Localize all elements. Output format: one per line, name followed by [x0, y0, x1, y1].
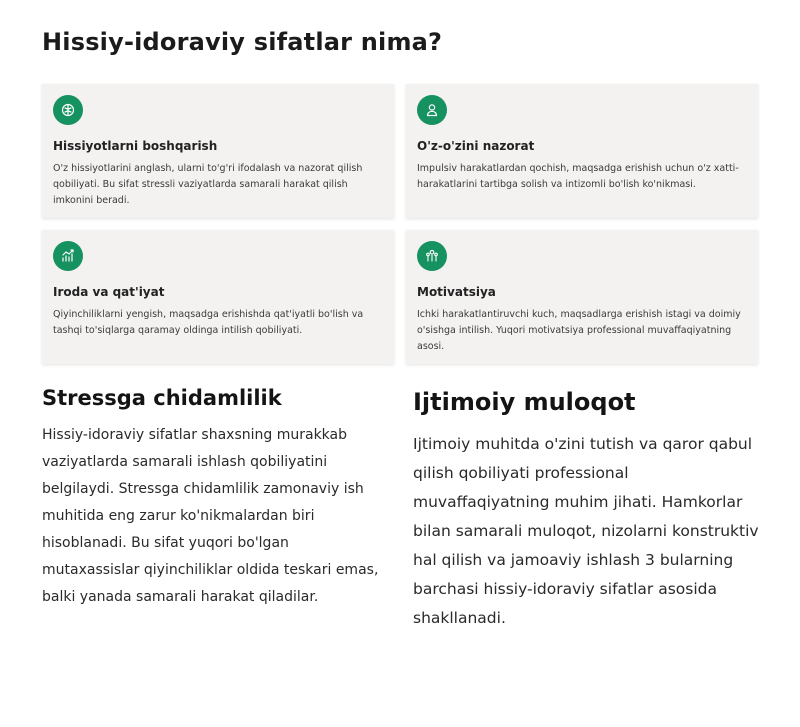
card-text: Qiyinchiliklarni yengish, maqsadga erishishda qat'iyatli bo'lish va tashqi to'siqlarga qaramay oldinga intilish qobiliyati. — [53, 309, 364, 336]
team-icon — [417, 241, 447, 271]
section-title: Stressga chidamlilik — [42, 386, 282, 410]
qualities-grid — [42, 84, 758, 364]
card-text: O'z hissiyotlarini anglash, ularni to'g'ri ifodalash va nazorat qilish qobiliyati. Bu sifat stressli vaziyatlarda samarali harakat qilish imkonini beradi. — [53, 163, 363, 206]
card-title: O'z-o'zini nazorat — [417, 139, 535, 153]
section-title: Ijtimoiy muloqot — [413, 388, 636, 416]
card-self-control — [406, 84, 758, 218]
card-emotion-management — [42, 84, 394, 218]
person-icon — [417, 95, 447, 125]
section-text: Hissiy-idoraviy sifatlar shaxsning murakkab vaziyatlarda samarali ishlash qobiliyatini belgilaydi. Stressga chidamlilik zamonaviy ish muhitida eng zarur ko'nikmalardan biri hisoblanadi. Bu sifat yuqori bo'lgan mutaxassislar qiyinchiliklar oldida teskari emas, balki yanada samarali harakat qiladilar. — [42, 427, 379, 605]
brain-icon — [53, 95, 83, 125]
card-text: Impulsiv harakatlardan qochish, maqsadga erishish uchun o'z xatti-harakatlarini tartibga solish va intizomli bo'lish ko'nikmasi. — [417, 163, 739, 190]
section-stress-resilience — [42, 386, 387, 611]
card-motivation — [406, 230, 758, 364]
card-title: Iroda va qat'iyat — [53, 285, 165, 299]
card-title: Hissiyotlarni boshqarish — [53, 139, 218, 153]
section-social-communication — [413, 388, 763, 633]
card-title: Motivatsiya — [417, 285, 496, 299]
page-title: Hissiy-idoraviy sifatlar nima? — [42, 28, 443, 56]
section-text: Ijtimoiy muhitda o'zini tutish va qaror qabul qilish qobiliyati professional muvaffaqiyatning muhim jihati. Hamkorlar bilan samarali muloqot, nizolarni konstruktiv hal qilish va jamoaviy ishlash 3 bularning barchasi hissiy-idoraviy sifatlar asosida shakllanadi. — [413, 435, 759, 627]
growth-icon — [53, 241, 83, 271]
card-text: Ichki harakatlantiruvchi kuch, maqsadlarga erishish istagi va doimiy o'sishga intilish. Yuqori motivatsiya professional muvaffaqiyatning asosi. — [417, 309, 741, 352]
card-willpower — [42, 230, 394, 364]
